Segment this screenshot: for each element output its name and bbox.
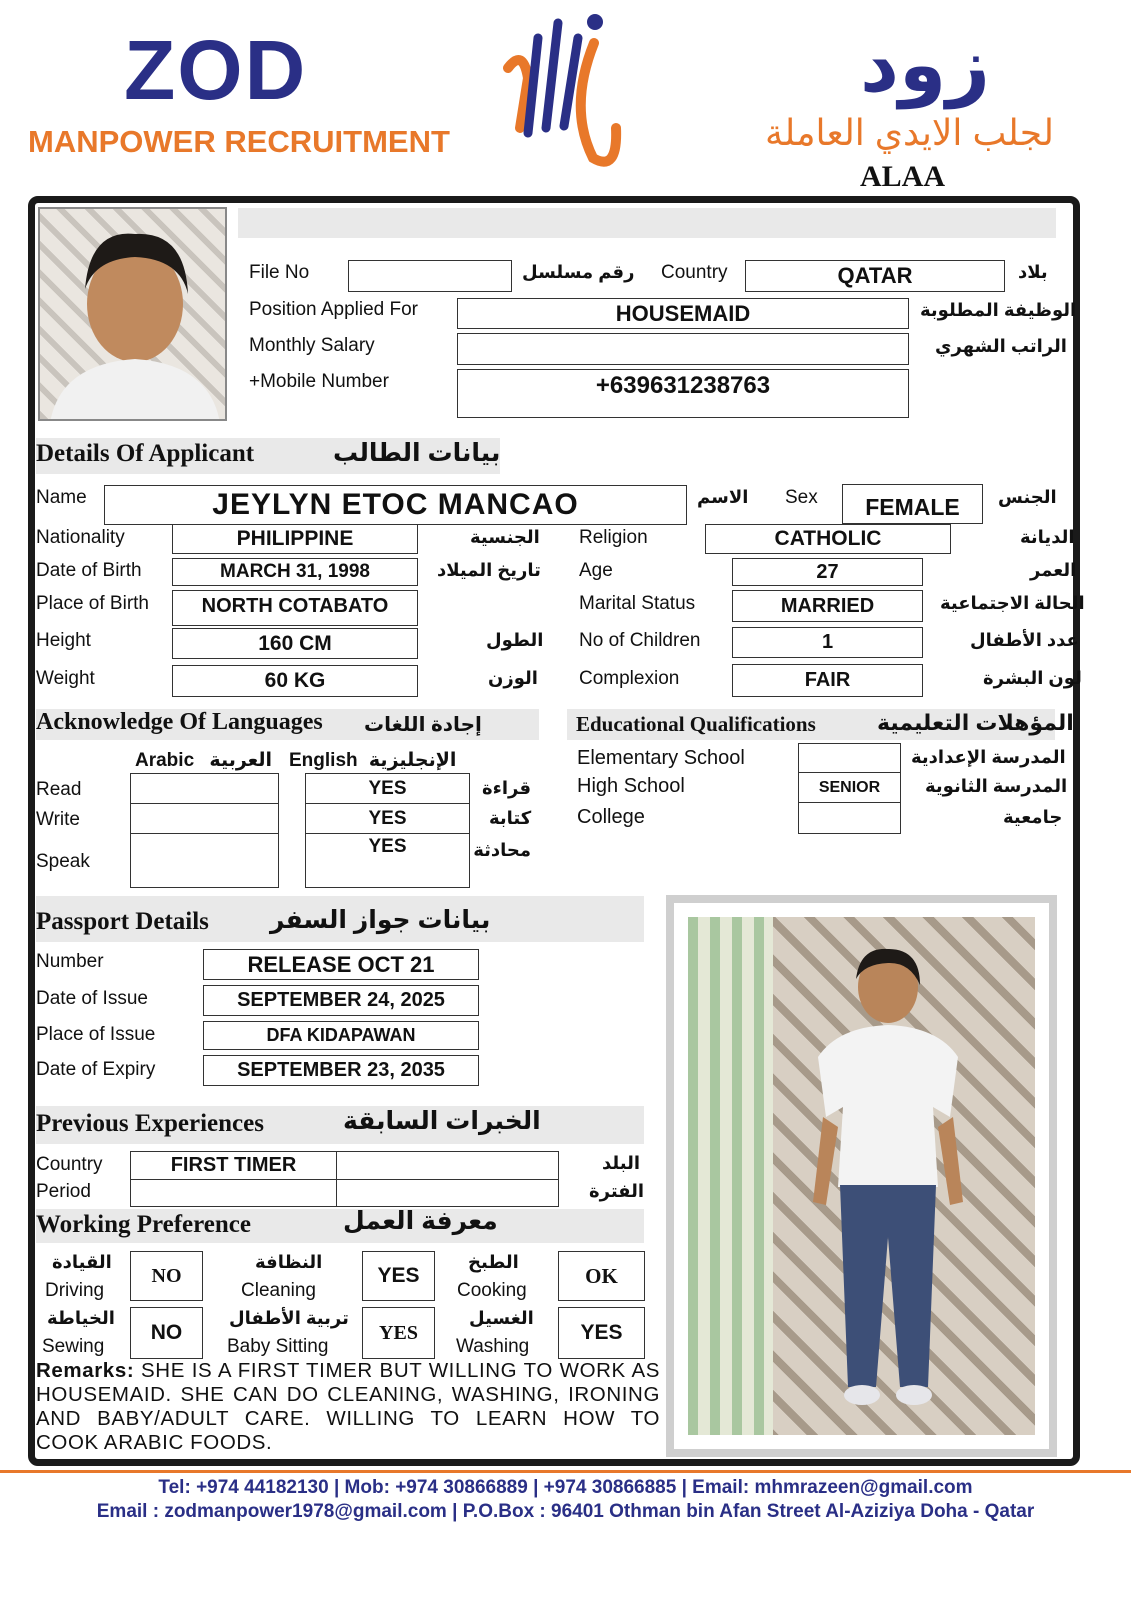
country-label: Country	[661, 262, 728, 283]
marital-field[interactable]: MARRIED	[732, 590, 923, 622]
position-label: Position Applied For	[249, 299, 418, 320]
pref-babysitting-label: Baby Sitting	[227, 1336, 329, 1357]
nationality-field[interactable]: PHILIPPINE	[172, 524, 418, 554]
age-label: Age	[579, 560, 613, 581]
nationality-arabic: الجنسية	[470, 527, 540, 547]
education-row-arabic: المدرسة الإعدادية	[911, 747, 1066, 767]
agent-name: ALAA	[860, 160, 946, 193]
language-row-label: Read	[36, 779, 82, 800]
passport-row-label: Number	[36, 951, 104, 972]
applicant-heading: Details Of Applicant	[36, 440, 255, 467]
passport-issue-date-field[interactable]: SEPTEMBER 24, 2025	[203, 985, 479, 1016]
mobile-field[interactable]: +639631238763	[457, 369, 909, 418]
pob-label: Place of Birth	[36, 593, 149, 614]
pref-babysitting-value[interactable]: YES	[362, 1307, 435, 1359]
pref-washing-arabic: الغسيل	[469, 1308, 534, 1328]
pref-sewing-label: Sewing	[42, 1336, 105, 1357]
language-row-arabic: قراءة	[482, 778, 531, 798]
passport-row-label: Date of Expiry	[36, 1059, 156, 1080]
experience-heading: Previous Experiences	[36, 1110, 264, 1137]
passport-row-label: Date of Issue	[36, 988, 148, 1009]
marital-label: Marital Status	[579, 593, 696, 614]
experience-period-label: Period	[36, 1181, 91, 1202]
salary-label: Monthly Salary	[249, 335, 375, 356]
name-field[interactable]: JEYLYN ETOC MANCAO	[104, 485, 687, 525]
height-label: Height	[36, 630, 91, 651]
country-field[interactable]: QATAR	[745, 260, 1005, 292]
brand-name-arabic: زود	[860, 23, 990, 108]
religion-label: Religion	[579, 527, 648, 548]
dob-label: Date of Birth	[36, 560, 142, 581]
religion-arabic: الديانة	[1020, 527, 1075, 547]
applicant-heading-arabic: بيانات الطالب	[333, 439, 501, 467]
position-field[interactable]: HOUSEMAID	[457, 298, 909, 329]
arabic-column-label-ar: العربية	[209, 750, 273, 771]
children-label: No of Children	[579, 630, 701, 651]
brand-tagline: MANPOWER RECRUITMENT	[28, 124, 450, 159]
photo-scene	[688, 917, 1035, 1435]
english-speak-cell[interactable]: YES	[305, 833, 470, 888]
passport-expiry-date-field[interactable]: SEPTEMBER 23, 2035	[203, 1055, 479, 1086]
position-arabic: الوظيفة المطلوبة	[920, 300, 1077, 320]
file-no-arabic: رقم مسلسل	[522, 262, 635, 282]
pref-cleaning-value[interactable]: YES	[362, 1251, 435, 1301]
education-heading: Educational Qualifications	[576, 712, 816, 736]
education-row-arabic: جامعية	[1003, 807, 1063, 827]
file-no-field[interactable]	[348, 260, 512, 292]
arabic-column-label: Arabic	[135, 750, 195, 771]
footer-contact-line-2: Email : zodmanpower1978@gmail.com | P.O.Box : 96401 Othman bin Afan Street Al-Aziziya Doha - Qatar	[96, 1501, 1035, 1522]
education-college-cell[interactable]	[798, 802, 901, 834]
height-arabic: الطول	[486, 630, 544, 650]
dob-field[interactable]: MARCH 31, 1998	[172, 558, 418, 586]
footer-rule	[0, 1470, 1131, 1473]
language-row-arabic: محادثة	[473, 840, 531, 860]
experience-country-cell-2[interactable]	[336, 1151, 559, 1180]
name-arabic: الاسم	[697, 487, 749, 507]
brand-tagline-arabic: لجلب الايدي العاملة	[765, 112, 1054, 153]
education-row-label: High School	[577, 775, 685, 797]
experience-country-arabic: البلد	[602, 1153, 641, 1173]
photo-inner	[674, 903, 1049, 1449]
salary-arabic: الراتب الشهري	[935, 336, 1067, 356]
language-row-arabic: كتابة	[489, 808, 532, 828]
pref-cooking-label: Cooking	[457, 1280, 527, 1301]
education-highschool-cell[interactable]: SENIOR	[798, 772, 901, 803]
english-column-label: English	[289, 750, 358, 771]
experience-country-cell[interactable]: FIRST TIMER	[130, 1151, 337, 1180]
remarks-label: Remarks:	[36, 1359, 135, 1382]
passport-number-field[interactable]: RELEASE OCT 21	[203, 949, 479, 980]
brand-emblem-icon	[498, 8, 638, 178]
weight-label: Weight	[36, 668, 95, 689]
experience-period-cell[interactable]	[130, 1179, 337, 1207]
experience-country-label: Country	[36, 1154, 103, 1175]
country-arabic: بلاد	[1018, 262, 1048, 282]
pref-sewing-arabic: الخياطة	[47, 1308, 115, 1328]
weight-arabic: الوزن	[488, 668, 538, 688]
marital-arabic: الحالة الاجتماعية	[940, 593, 1085, 613]
mobile-label: +Mobile Number	[249, 371, 389, 392]
english-write-cell[interactable]: YES	[305, 803, 470, 834]
pref-driving-arabic: القيادة	[52, 1252, 112, 1272]
pref-washing-value[interactable]: YES	[558, 1307, 645, 1359]
passport-heading: Passport Details	[36, 908, 209, 935]
passport-row-label: Place of Issue	[36, 1024, 156, 1045]
name-label: Name	[36, 487, 87, 508]
remarks-block	[36, 1359, 660, 1455]
weight-field[interactable]: 60 KG	[172, 665, 418, 697]
brand-logo-text: ZOD	[124, 23, 308, 117]
dob-arabic: تاريخ الميلاد	[437, 560, 541, 580]
passport-issue-place-field[interactable]: DFA KIDAPAWAN	[203, 1021, 479, 1050]
arabic-write-cell[interactable]	[130, 803, 279, 834]
sex-arabic: الجنس	[998, 487, 1057, 507]
pref-sewing-value[interactable]: NO	[130, 1307, 203, 1359]
children-field[interactable]: 1	[732, 627, 923, 658]
age-arabic: العمر	[1030, 560, 1077, 580]
experience-period-cell-2[interactable]	[336, 1179, 559, 1207]
applicant-photo-full	[666, 895, 1057, 1457]
complexion-field[interactable]: FAIR	[732, 664, 923, 697]
education-heading-arabic: المؤهلات التعليمية	[877, 710, 1074, 735]
sex-label: Sex	[785, 487, 818, 508]
english-column-header	[289, 749, 456, 772]
experience-period-arabic: الفترة	[589, 1181, 645, 1201]
languages-heading-arabic: إجادة اللغات	[364, 714, 482, 736]
pref-driving-label: Driving	[45, 1280, 105, 1301]
education-row-arabic: المدرسة الثانوية	[925, 776, 1068, 796]
english-column-label-ar: الإنجليزية	[368, 750, 457, 771]
nationality-label: Nationality	[36, 527, 125, 548]
footer-contact-line-1: Tel: +974 44182130 | Mob: +974 30866889 | +974 30866885 | Email: mhmrazeen@gmail.com	[158, 1477, 973, 1498]
pref-cleaning-arabic: النظافة	[255, 1252, 323, 1272]
education-row-label: Elementary School	[577, 747, 745, 769]
arabic-read-cell[interactable]	[130, 773, 279, 804]
complexion-arabic: لون البشرة	[983, 668, 1082, 688]
height-field[interactable]: 160 CM	[172, 628, 418, 659]
pref-cooking-value[interactable]: OK	[558, 1251, 645, 1301]
pref-driving-value[interactable]: NO	[130, 1251, 203, 1301]
preference-heading-arabic: معرفة العمل	[343, 1207, 498, 1235]
children-arabic: عدد الأطفال	[970, 630, 1079, 650]
age-field[interactable]: 27	[732, 558, 923, 586]
arabic-speak-cell[interactable]	[130, 833, 279, 888]
complexion-label: Complexion	[579, 668, 680, 689]
pref-babysitting-arabic: تربية الأطفال	[229, 1308, 349, 1328]
languages-heading: Acknowledge Of Languages	[36, 709, 323, 735]
sex-field[interactable]: FEMALE	[842, 484, 983, 524]
remarks-text: SHE IS A FIRST TIMER BUT WILLING TO WORK AS HOUSEMAID. SHE CAN DO CLEANING, WASHING, IRONING AND BABY/ADULT CARE. WILLING TO LEARN HOW TO COOK ARABIC FOODS.	[36, 1359, 660, 1454]
top-bar	[238, 208, 1056, 238]
education-row-label: College	[577, 806, 645, 828]
preference-heading: Working Preference	[36, 1211, 251, 1238]
pref-cooking-arabic: الطبخ	[468, 1252, 519, 1272]
salary-field[interactable]	[457, 333, 909, 365]
arabic-column-header	[135, 749, 272, 772]
file-no-label: File No	[249, 262, 310, 283]
applicant-photo-small	[38, 207, 227, 421]
language-row-label: Speak	[36, 851, 90, 872]
religion-field[interactable]: CATHOLIC	[705, 524, 951, 554]
pref-washing-label: Washing	[456, 1336, 530, 1357]
english-read-cell[interactable]: YES	[305, 773, 470, 804]
language-row-label: Write	[36, 809, 80, 830]
pob-field[interactable]: NORTH COTABATO	[172, 590, 418, 626]
education-elementary-cell[interactable]	[798, 743, 901, 773]
experience-heading-arabic: الخبرات السابقة	[343, 1107, 541, 1135]
passport-heading-arabic: بيانات جواز السفر	[270, 906, 491, 934]
pref-cleaning-label: Cleaning	[241, 1280, 316, 1301]
